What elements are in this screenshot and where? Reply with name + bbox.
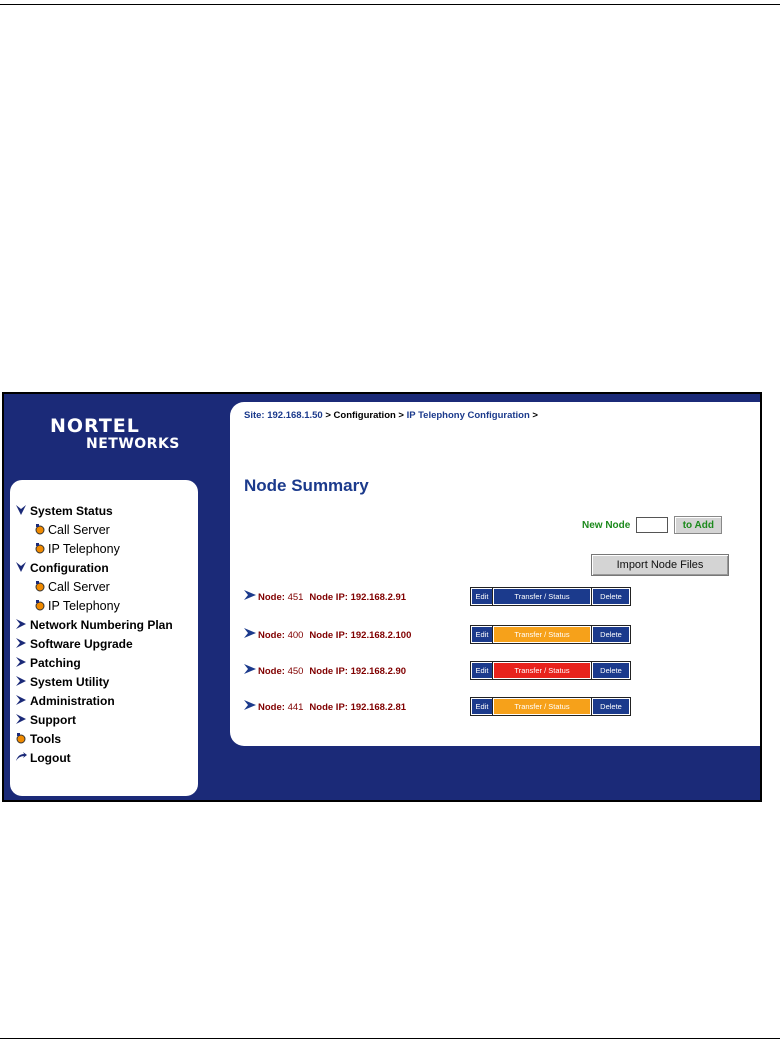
- delete-button[interactable]: Delete: [592, 588, 630, 605]
- node-info: [258, 630, 411, 641]
- node-ip-value: 192.168.2.81: [350, 702, 407, 713]
- node-row: [244, 698, 744, 716]
- chevron-right-icon: [15, 694, 27, 706]
- nav-administration[interactable]: [10, 692, 198, 711]
- orange-dot-icon: [34, 580, 46, 592]
- logo-line2: NETWORKS: [86, 436, 180, 452]
- nav-label: Software Upgrade: [30, 637, 133, 651]
- nav-label: Call Server: [48, 523, 110, 537]
- edit-button[interactable]: Edit: [471, 662, 493, 679]
- page-bottom-rule: [0, 1038, 780, 1039]
- node-actions: [471, 698, 630, 715]
- transfer-status-button[interactable]: Transfer / Status: [493, 626, 591, 643]
- orange-dot-icon: [34, 542, 46, 554]
- node-label: Node:: [258, 630, 285, 641]
- chevron-right-icon: [244, 664, 256, 674]
- node-label: Node:: [258, 666, 285, 677]
- delete-button[interactable]: Delete: [592, 626, 630, 643]
- nav-network-numbering-plan[interactable]: [10, 616, 198, 635]
- new-node-form: [582, 516, 722, 534]
- nav-ss-call-server[interactable]: [10, 521, 198, 540]
- nav-label: Tools: [30, 732, 62, 746]
- nortel-logo: [50, 416, 180, 452]
- orange-dot-icon: [34, 599, 46, 611]
- delete-button[interactable]: Delete: [592, 662, 630, 679]
- orange-dot-icon: [15, 732, 27, 744]
- nav-label: Network Numbering Plan: [30, 618, 173, 632]
- import-node-files-button[interactable]: Import Node Files: [591, 554, 729, 576]
- new-node-label: New Node: [582, 519, 631, 531]
- nav-tools[interactable]: [10, 730, 198, 749]
- nav-software-upgrade[interactable]: [10, 635, 198, 654]
- orange-dot-icon: [34, 523, 46, 535]
- nav-label: System Utility: [30, 675, 110, 689]
- node-ip-value: 192.168.2.91: [350, 592, 407, 603]
- chevron-down-icon: [15, 561, 27, 573]
- node-label: Node:: [258, 702, 285, 713]
- chevron-right-icon: [15, 713, 27, 725]
- node-label: Node:: [258, 592, 285, 603]
- nav-label: Patching: [30, 656, 81, 670]
- node-row: [244, 662, 744, 680]
- breadcrumb: [244, 410, 538, 421]
- breadcrumb-site[interactable]: Site: 192.168.1.50: [244, 410, 323, 421]
- node-actions: [471, 662, 630, 679]
- nav-label: Logout: [30, 751, 71, 765]
- nav-system-status[interactable]: [10, 502, 198, 521]
- page-top-rule: [0, 4, 780, 5]
- add-node-button[interactable]: to Add: [674, 516, 722, 534]
- nav-cf-call-server[interactable]: [10, 578, 198, 597]
- nav-ss-ip-telephony[interactable]: [10, 540, 198, 559]
- edit-button[interactable]: Edit: [471, 698, 493, 715]
- nav-label: IP Telephony: [48, 599, 120, 613]
- chevron-right-icon: [15, 675, 27, 687]
- node-ip-value: 192.168.2.100: [350, 630, 412, 641]
- breadcrumb-separator: >: [529, 410, 538, 421]
- chevron-right-icon: [15, 637, 27, 649]
- nav-system-utility[interactable]: [10, 673, 198, 692]
- nav-configuration[interactable]: [10, 559, 198, 578]
- nav-label: Call Server: [48, 580, 110, 594]
- nav-label: Support: [30, 713, 76, 727]
- node-ip-value: 192.168.2.90: [350, 666, 407, 677]
- node-info: [258, 702, 406, 713]
- delete-button[interactable]: Delete: [592, 698, 630, 715]
- transfer-status-button[interactable]: Transfer / Status: [493, 662, 591, 679]
- node-actions: [471, 588, 630, 605]
- nav-support[interactable]: [10, 711, 198, 730]
- node-ip-label: Node IP:: [309, 630, 348, 641]
- nav-label: Administration: [30, 694, 115, 708]
- node-id: 450: [287, 666, 304, 677]
- main-content: [230, 402, 762, 746]
- nav-label: System Status: [30, 504, 113, 518]
- node-row: [244, 588, 744, 606]
- new-node-input[interactable]: [636, 517, 668, 533]
- chevron-down-icon: [15, 504, 27, 516]
- page-title: Node Summary: [244, 476, 369, 495]
- breadcrumb-configuration[interactable]: Configuration: [333, 410, 396, 421]
- sidebar-nav: [10, 480, 198, 796]
- node-info: [258, 666, 406, 677]
- node-actions: [471, 626, 630, 643]
- logo-line1: NORTEL: [50, 415, 140, 437]
- chevron-right-icon: [244, 590, 256, 600]
- node-info: [258, 592, 406, 603]
- chevron-right-icon: [244, 700, 256, 710]
- breadcrumb-separator: >: [322, 410, 334, 421]
- transfer-status-button[interactable]: Transfer / Status: [493, 588, 591, 605]
- chevron-right-icon: [15, 618, 27, 630]
- nav-logout[interactable]: [10, 749, 198, 768]
- nav-label: IP Telephony: [48, 542, 120, 556]
- node-row: [244, 626, 744, 644]
- node-id: 400: [287, 630, 304, 641]
- breadcrumb-separator: >: [395, 410, 407, 421]
- node-id: 441: [287, 702, 304, 713]
- nav-label: Configuration: [30, 561, 109, 575]
- logout-arrow-icon: [15, 751, 27, 763]
- node-ip-label: Node IP:: [309, 702, 348, 713]
- edit-button[interactable]: Edit: [471, 626, 493, 643]
- app-window: [2, 392, 762, 802]
- chevron-right-icon: [244, 628, 256, 638]
- breadcrumb-ip-telephony-config[interactable]: IP Telephony Configuration: [406, 410, 530, 421]
- transfer-status-button[interactable]: Transfer / Status: [493, 698, 591, 715]
- nav-cf-ip-telephony[interactable]: [10, 597, 198, 616]
- chevron-right-icon: [15, 656, 27, 668]
- node-ip-label: Node IP:: [309, 592, 348, 603]
- nav-patching[interactable]: [10, 654, 198, 673]
- node-ip-label: Node IP:: [309, 666, 348, 677]
- node-id: 451: [287, 592, 304, 603]
- edit-button[interactable]: Edit: [471, 588, 493, 605]
